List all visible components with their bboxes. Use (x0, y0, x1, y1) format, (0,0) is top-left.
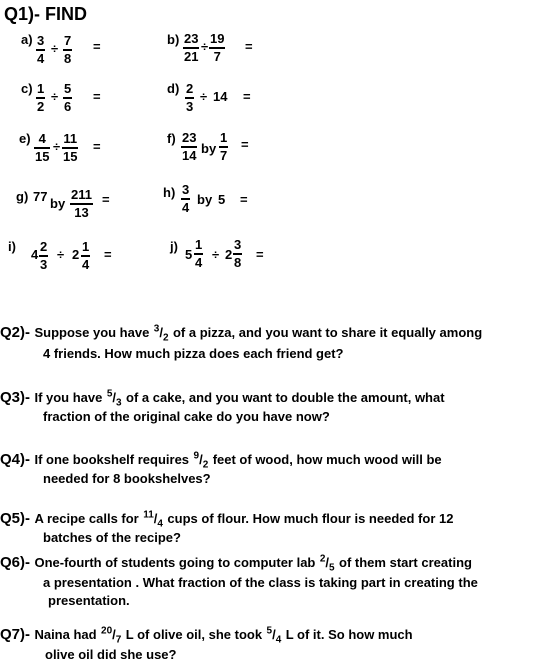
denominator: 4 (195, 255, 203, 270)
q4-line-1 (0, 451, 442, 469)
q1e-equals: = (93, 139, 101, 154)
q4-heading: Q4)- (0, 451, 30, 468)
q1a-equals: = (93, 39, 101, 54)
q3-heading: Q3)- (0, 389, 30, 406)
denominator: 4 (37, 51, 45, 66)
q1f-fraction-1 (181, 131, 197, 163)
q1g-equals: = (102, 192, 110, 207)
denominator: 2 (202, 459, 209, 471)
denominator: 15 (35, 149, 50, 164)
q2-line-1 (0, 324, 482, 342)
q1i-label: i) (8, 239, 16, 254)
numerator: 4 (38, 131, 46, 146)
q6-text-post: of them start creating (339, 555, 472, 570)
q7-line-1 (0, 626, 413, 644)
q5-fraction: $^{11}/_4$ (143, 509, 163, 530)
q2-heading: Q2)- (0, 324, 30, 341)
denominator: 7 (213, 49, 221, 64)
q1i-whole-1: 4 (31, 247, 39, 262)
q4-fraction: $^9/_2$ (193, 450, 209, 471)
q1h-label: h) (163, 185, 176, 200)
denominator: 21 (184, 49, 199, 64)
q2-fraction: $^3/_2$ (153, 323, 169, 344)
q1c-fraction-2 (63, 82, 72, 114)
numerator: 11 (143, 509, 154, 521)
q4-text-post: feet of wood, how much wood will be (212, 452, 442, 467)
q1a-label: a) (21, 32, 33, 47)
q1j-divide-sign: ÷ (212, 247, 220, 262)
denominator: 8 (234, 255, 242, 270)
q7-text-mid: L of olive oil, she took (125, 627, 263, 642)
q1j-fraction-1 (194, 238, 203, 270)
q5-line-2: batches of the recipe? (43, 530, 181, 545)
q1b-divide-sign: ÷ (201, 39, 209, 54)
numerator: 5 (266, 625, 273, 637)
q1f-equals: = (241, 137, 249, 152)
q1h-equals: = (240, 192, 248, 207)
denominator: 8 (64, 51, 72, 66)
q4-line-2: needed for 8 bookshelves? (43, 471, 211, 486)
denominator: 14 (182, 148, 197, 163)
q7-text-post: L of it. So how much (285, 627, 413, 642)
denominator: 5 (329, 562, 335, 574)
numerator: 5 (64, 81, 72, 96)
q1b-label: b) (167, 32, 180, 47)
q6-fraction: $^2/_5$ (319, 553, 335, 574)
q1h-by-word: by (197, 192, 213, 207)
q7-line-2: olive oil did she use? (45, 647, 177, 662)
q6-heading: Q6)- (0, 554, 30, 571)
q1j-whole-2: 2 (225, 247, 233, 262)
denominator: 7 (220, 148, 228, 163)
numerator: 211 (71, 187, 92, 202)
q1e-fraction-2 (62, 132, 78, 164)
q2-line-2: 4 friends. How much pizza does each friend get? (43, 346, 344, 361)
numerator: 5 (106, 388, 113, 400)
denominator: 3 (116, 397, 122, 409)
q3-line-1 (0, 389, 445, 407)
q3-text-pre: If you have (34, 390, 103, 405)
q1i-fraction-1 (39, 240, 48, 272)
q5-line-1 (0, 510, 453, 528)
numerator: 2 (40, 239, 48, 254)
q1c-equals: = (93, 89, 101, 104)
q1g-by-word: by (50, 196, 66, 211)
q6-line-3: presentation. (48, 593, 130, 608)
q3-text-post: of a cake, and you want to double the amount, what (126, 390, 445, 405)
q7-fraction-1: $^{20}/_7$ (101, 625, 122, 646)
q1d-fraction-1 (185, 82, 194, 114)
q1d-equals: = (243, 89, 251, 104)
numerator: 9 (193, 450, 200, 462)
q1f-label: f) (167, 131, 176, 146)
q1c-divide-sign: ÷ (51, 89, 59, 104)
q1j-fraction-2 (233, 238, 242, 270)
q1e-fraction-1 (34, 132, 50, 164)
denominator: 4 (182, 200, 190, 215)
q1i-whole-2: 2 (72, 247, 80, 262)
q1i-equals: = (104, 247, 112, 262)
denominator: 2 (37, 99, 45, 114)
q2-text-post: of a pizza, and you want to share it equally among (172, 325, 483, 340)
q1f-fraction-2 (219, 131, 228, 163)
q1a-fraction-1 (36, 34, 45, 66)
q5-heading: Q5)- (0, 510, 30, 527)
denominator: 2 (162, 332, 169, 344)
q1b-fraction-1 (183, 32, 199, 64)
q1i-fraction-2 (81, 240, 90, 272)
q1a-fraction-2 (63, 34, 72, 66)
denominator: 4 (157, 518, 163, 530)
q3-line-2: fraction of the original cake do you have now? (43, 409, 330, 424)
denominator: 7 (115, 634, 122, 646)
q1g-label: g) (16, 189, 29, 204)
q1e-label: e) (19, 131, 31, 146)
numerator: 1 (37, 81, 45, 96)
q6-line-1 (0, 554, 472, 572)
q1j-label: j) (170, 239, 178, 254)
q1d-divide-sign: ÷ (200, 89, 208, 104)
numerator: 7 (64, 33, 72, 48)
q4-text-pre: If one bookshelf requires (34, 452, 190, 467)
numerator: 20 (101, 625, 113, 637)
q1j-whole-1: 5 (185, 247, 193, 262)
q1j-equals: = (256, 247, 264, 262)
q1g-fraction-1 (70, 188, 93, 220)
q1f-by-word: by (201, 141, 217, 156)
q1d-label: d) (167, 81, 180, 96)
q1h-fraction-1 (181, 183, 190, 215)
q5-text-pre: A recipe calls for (34, 511, 139, 526)
q1h-whole: 5 (218, 192, 226, 207)
denominator: 13 (74, 205, 89, 220)
numerator: 3 (182, 182, 190, 197)
q1i-divide-sign: ÷ (57, 247, 65, 262)
numerator: 11 (63, 131, 78, 146)
q3-fraction: $^5/_3$ (106, 388, 122, 409)
numerator: 1 (220, 130, 228, 145)
q1e-divide-sign: ÷ (53, 139, 61, 154)
q6-line-2: a presentation . What fraction of the class is taking part in creating the (43, 575, 478, 590)
q1c-fraction-1 (36, 82, 45, 114)
q1-title: Q1)- FIND (4, 4, 87, 24)
denominator: 3 (40, 257, 48, 272)
q1c-label: c) (21, 81, 33, 96)
q7-fraction-2: $^5/_4$ (266, 625, 282, 646)
denominator: 4 (82, 257, 90, 272)
numerator: 23 (184, 31, 199, 46)
denominator: 4 (275, 634, 282, 646)
numerator: 1 (195, 237, 203, 252)
denominator: 15 (63, 149, 78, 164)
q7-text-pre: Naina had (34, 627, 97, 642)
q1b-equals: = (245, 39, 253, 54)
numerator: 2 (186, 81, 194, 96)
numerator: 2 (319, 553, 326, 565)
q1d-whole: 14 (213, 89, 228, 104)
numerator: 1 (82, 239, 90, 254)
q5-text-post: cups of flour. How much flour is needed for 12 (167, 511, 454, 526)
numerator: 23 (182, 130, 197, 145)
numerator: 3 (153, 323, 160, 335)
numerator: 3 (37, 33, 45, 48)
q6-text-pre: One-fourth of students going to computer lab (34, 555, 316, 570)
denominator: 3 (186, 99, 194, 114)
q7-heading: Q7)- (0, 626, 30, 643)
numerator: 3 (234, 237, 242, 252)
q1b-fraction-2 (209, 32, 225, 64)
numerator: 19 (210, 31, 225, 46)
q1g-whole: 77 (33, 189, 48, 204)
denominator: 6 (64, 99, 72, 114)
q2-text-pre: Suppose you have (34, 325, 150, 340)
q1a-divide-sign: ÷ (51, 41, 59, 56)
